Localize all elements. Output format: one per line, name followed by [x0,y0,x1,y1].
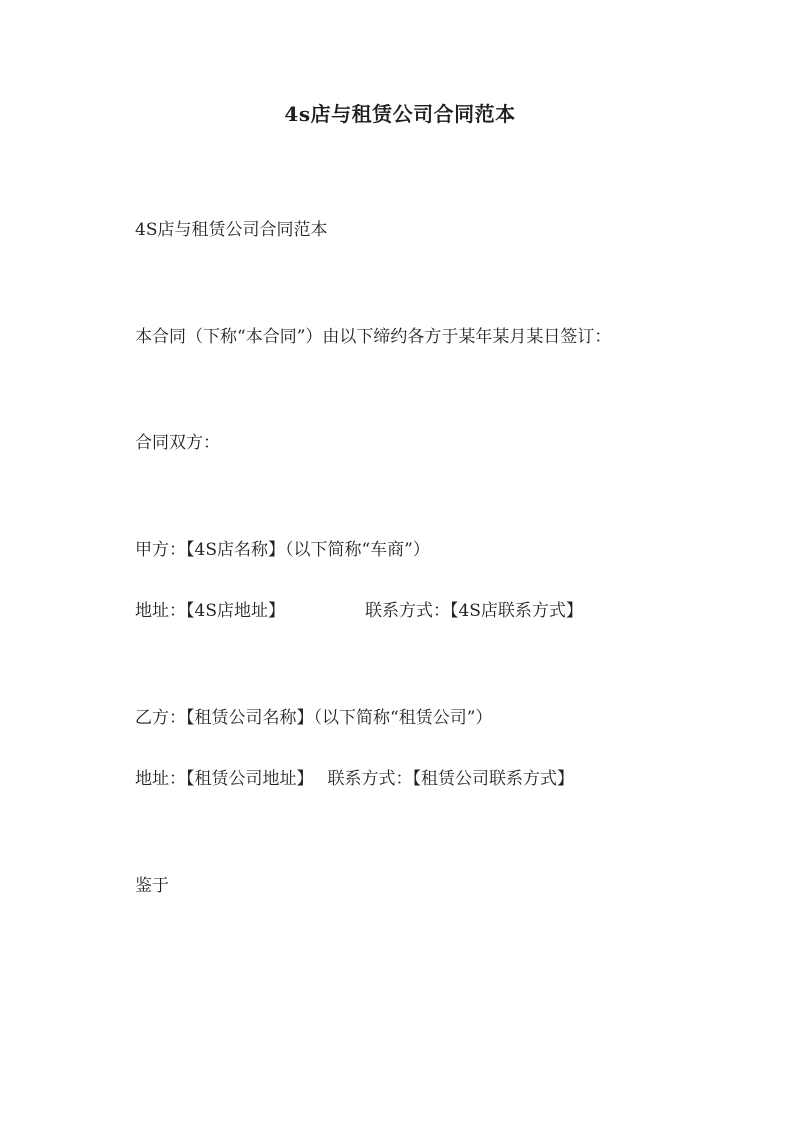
party-b-line: 乙方：【租赁公司名称】（以下简称“租赁公司”） [135,708,493,728]
party-a-contact: 联系方式：【4S店联系方式】 [364,601,583,621]
party-b-contact: 联系方式：【租赁公司联系方式】 [327,769,574,789]
parties-heading: 合同双方： [135,433,220,453]
party-a-address: 地址：【4S店地址】 [135,601,285,621]
document-subtitle: 4S店与租赁公司合同范本 [135,220,328,240]
whereas-clause: 鉴于 [135,876,169,896]
preamble-paragraph: 本合同（下称“本合同”）由以下缔约各方于某年某月某日签订： [135,327,612,347]
party-a-details [135,599,583,623]
party-b-details [135,767,574,791]
party-a-line: 甲方：【4S店名称】（以下简称“车商”） [135,540,430,560]
party-b-address: 地址：【租赁公司地址】 [135,769,314,789]
document-title: 4s店与租赁公司合同范本 [284,102,516,126]
